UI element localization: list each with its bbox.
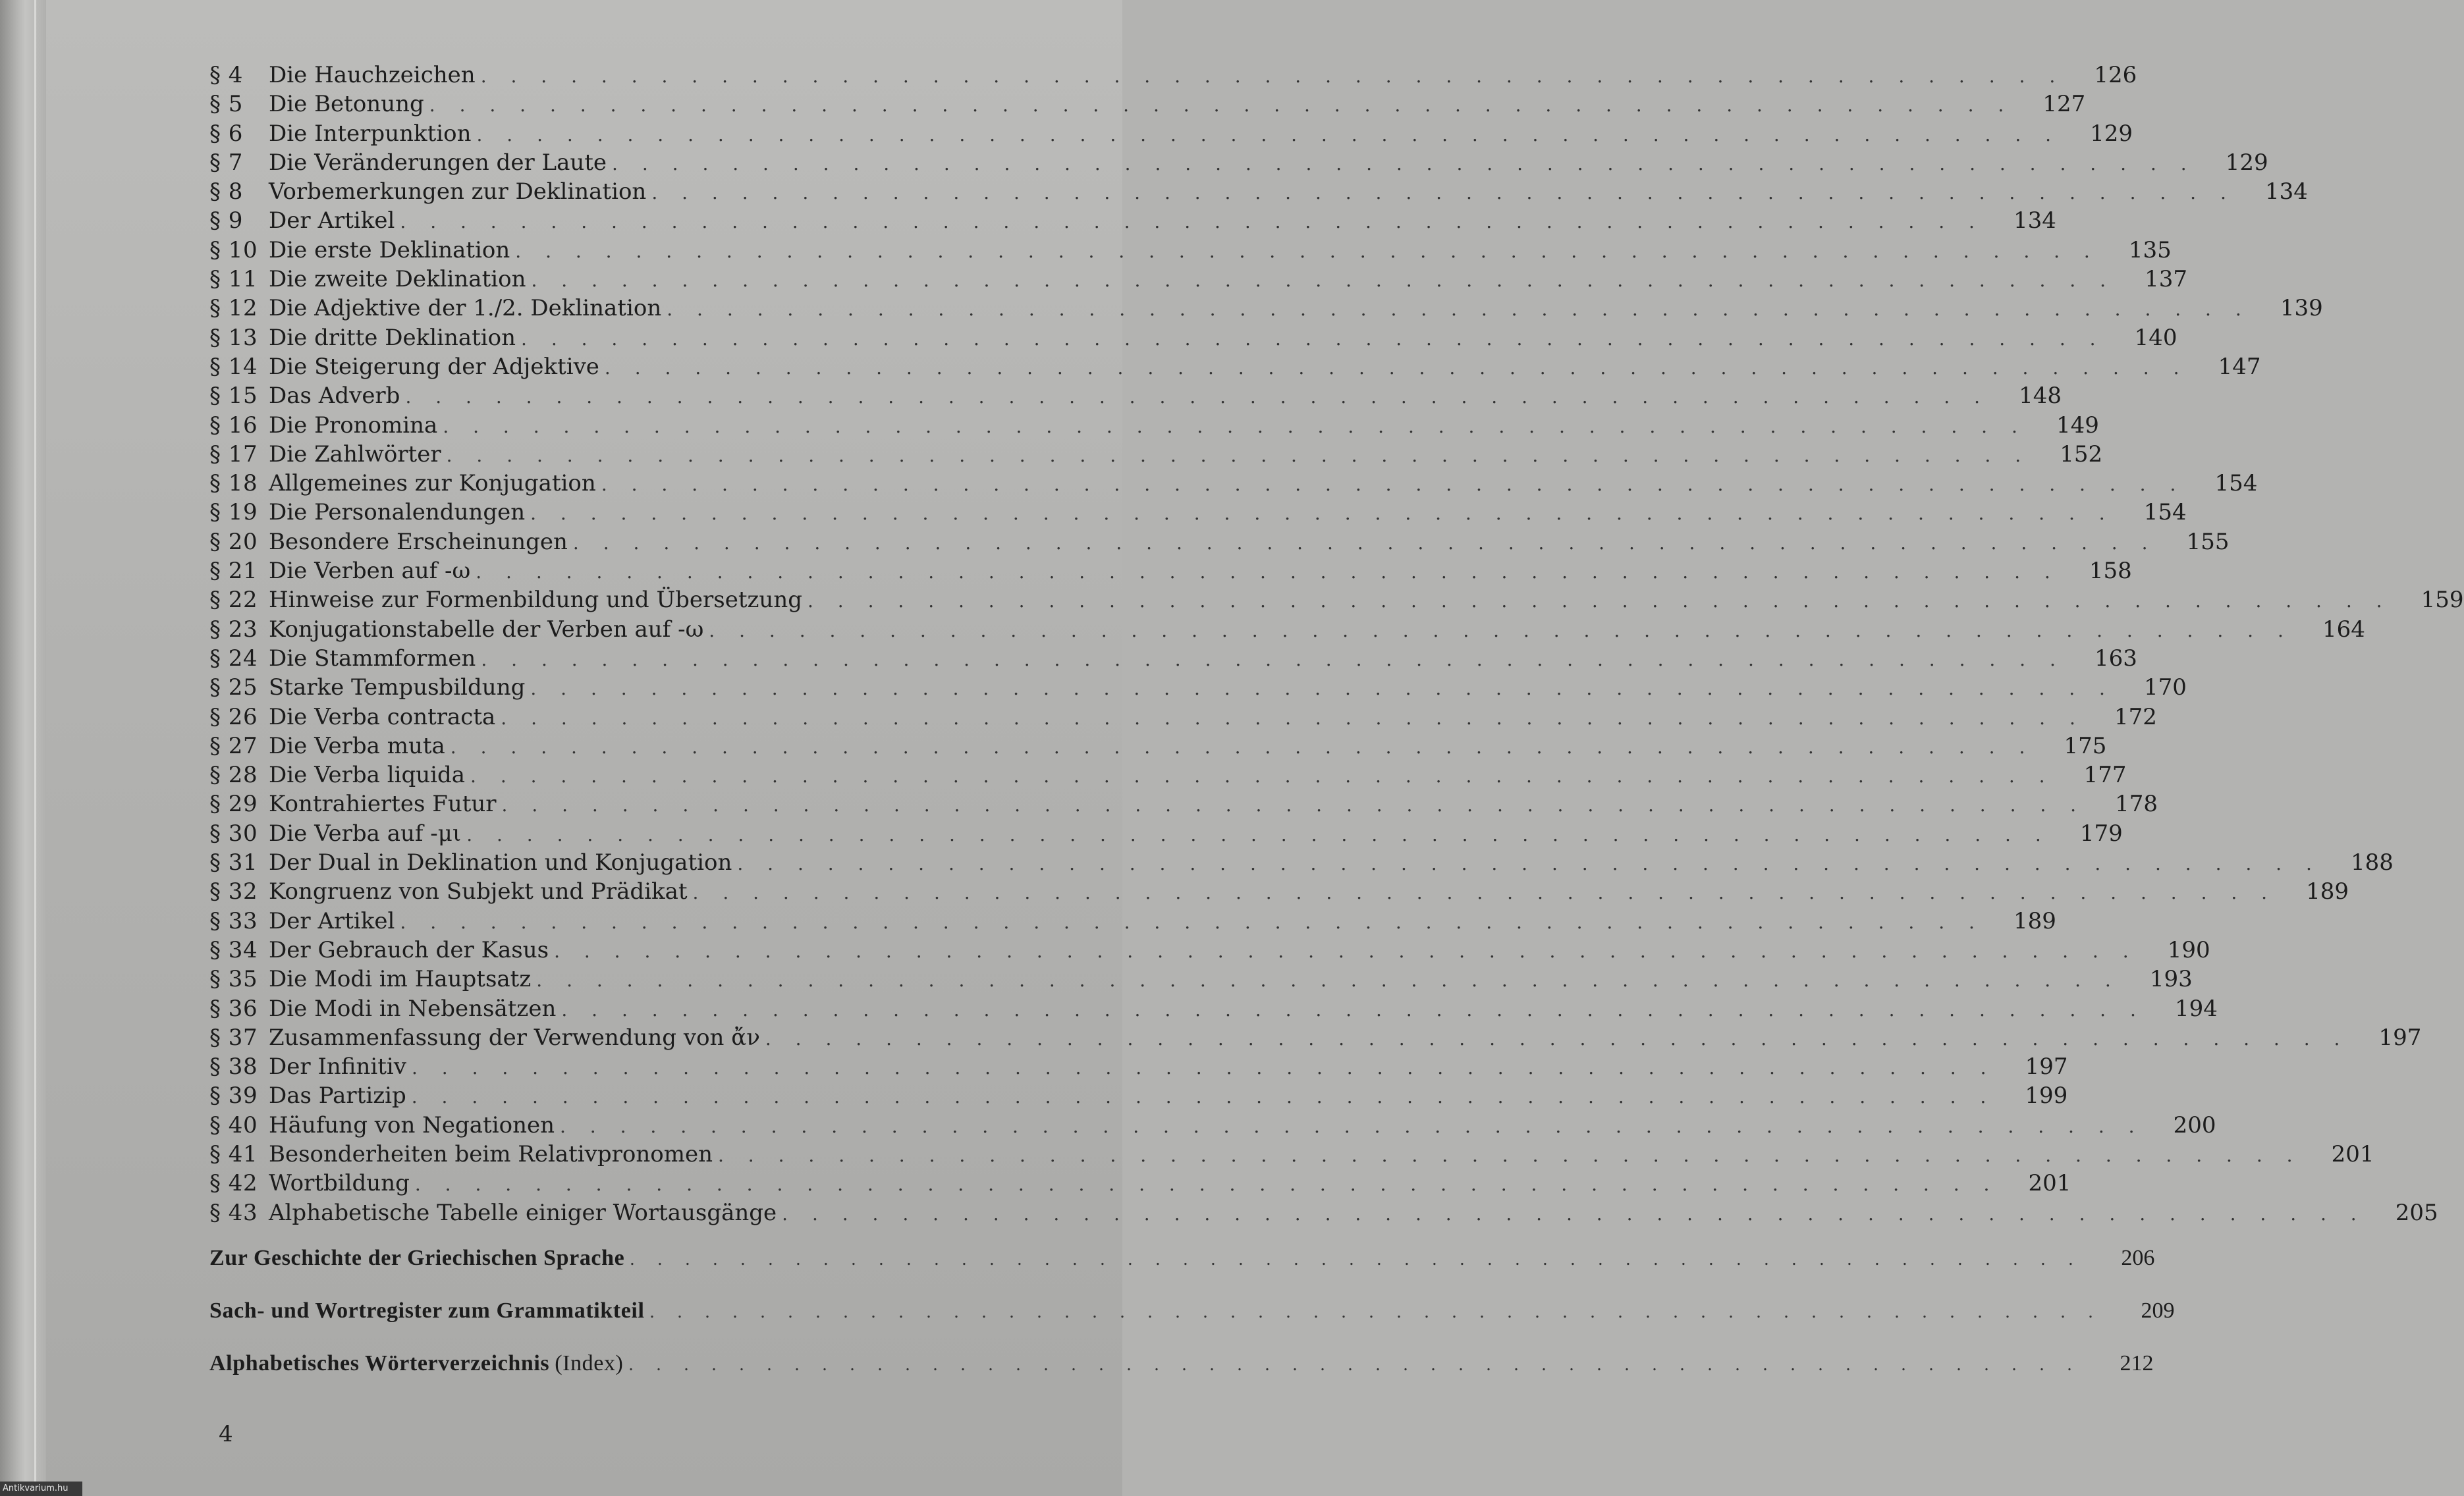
section-number: § 42 [209, 1170, 258, 1197]
section-page: 164 [2322, 616, 2365, 643]
section-number: § 28 [209, 762, 258, 789]
toc-row [209, 177, 2308, 206]
dot-leader: . . . . . . . . . . . . . . . . . . . . . . . . . . . . . . . . . . . . . . . . . . . . . . . . . . . . . [481, 648, 2065, 670]
section-number: § 26 [209, 703, 258, 730]
dot-leader: . . . . . . . . . . . . . . . . . . . . . . . . . . . . . . . . . . . . . . . . . . . . . . . . . . . . . [446, 444, 2031, 466]
section-number: § 23 [209, 616, 258, 643]
dot-leader: . . . . . . . . . . . . . . . . . . . . . . . . . . . . . . . . . . . . . . . . . . . . . . . . . . . . . [501, 707, 2085, 729]
section-title: Der Dual in Deklination und Konjugation [269, 849, 732, 876]
toc-row [209, 615, 2365, 644]
dot-leader: . . . . . . . . . . . . . . . . . . . . . . . . . . . . . . . . . . . . . . . . . . . . . . . . . . . . . [559, 1115, 2144, 1137]
toc-row [209, 1052, 2068, 1081]
dot-leader: . . . . . . . . . . . . . . . . . . . . . . . . . . . . . . . . . . . . . . . . . . . . . . . . . . . . . [501, 794, 2086, 816]
watermark: Antikvarium.hu [0, 1482, 82, 1496]
section-page: 134 [2013, 207, 2056, 234]
section-title: Besondere Erscheinungen [269, 528, 568, 555]
section-title: Der Artikel [269, 907, 395, 934]
dot-leader: . . . . . . . . . . . . . . . . . . . . . . . . . . . . . . . . . . . . . . . . . . . . . . . . . . . . . [515, 240, 2099, 262]
section-page: 147 [2218, 353, 2261, 380]
section-title: Der Gebrauch der Kasus [269, 936, 549, 963]
dot-leader: . . . . . . . . . . . . . . . . . . . . . . . . . . . . . . . . . . . . . . . . . . . . . . . . . . . . . [808, 590, 2392, 612]
section-title: Die Verba contracta [269, 703, 496, 730]
dot-leader: . . . . . . . . . . . . . . . . . . . . . . . . . . . . . . . . . . . . . . . . . . . . . . . . . . . . . [521, 327, 2105, 350]
section-number: § 6 [209, 120, 243, 147]
section-title: Die Pronomina [269, 412, 438, 439]
dot-leader: . . . . . . . . . . . . . . . . . . . . . . . . . . . . . . . . . . . . . . . . . . . . . . . . . . . . . [717, 1144, 2302, 1166]
section-page: 134 [2264, 178, 2308, 205]
section-page: 197 [2025, 1054, 2068, 1081]
page-number: 4 [219, 1421, 233, 1447]
section-number: § 13 [209, 324, 258, 351]
section-page: 189 [2013, 907, 2056, 934]
toc-row [209, 411, 2099, 440]
section-number: § 15 [209, 383, 258, 410]
section-title: Das Partizip [269, 1082, 406, 1109]
section-page: 175 [2064, 732, 2107, 759]
toc-row [209, 498, 2187, 527]
toc-row [209, 936, 2210, 965]
toc-row [209, 61, 2137, 90]
toc-row [209, 819, 2123, 848]
section-page: 129 [2225, 149, 2268, 176]
section-number: § 27 [209, 732, 258, 759]
section-title: Die Hauchzeichen [269, 62, 476, 88]
toc-row [209, 965, 2193, 994]
dot-leader: . . . . . . . . . . . . . . . . . . . . . . . . . . . . . . . . . . . . . . . . . . . . . . . . . . . . . [443, 415, 2027, 437]
section-title: Hinweise zur Formenbildung und Übersetzung [269, 587, 802, 614]
dot-leader: . . . . . . . . . . . . . . . . . . . . . . . . . . . . . . . . . . . . . . . . . . . . . . . . . . . . . [400, 211, 1984, 233]
toc-major-row [209, 1347, 2154, 1380]
toc-row [209, 1169, 2071, 1198]
section-page: 205 [2395, 1199, 2438, 1226]
dot-leader: . . . . . . . . . . . . . . . . . . . . . . . . . . . . . . . . . . . . . . . . . . . . . . . . . . . . . [601, 473, 2185, 496]
major-page: 206 [2121, 1245, 2155, 1270]
section-page: 200 [2173, 1111, 2216, 1138]
section-page: 129 [2090, 120, 2133, 147]
section-title: Die Adjektive der 1./2. Deklination [269, 295, 662, 322]
section-page: 139 [2280, 295, 2323, 322]
dot-leader: . . . . . . . . . . . . . . . . . . . . . . . . . . . . . . . . . . . . . . . . . . . . . . . . . . . . . [709, 619, 2293, 641]
section-title: Die Verba liquida [269, 762, 466, 789]
section-number: § 36 [209, 995, 258, 1022]
toc-row [209, 323, 2177, 352]
toc-row [209, 1111, 2216, 1140]
dot-leader: . . . . . . . . . . . . . . . . . . . . . . . . . . . . . . . . . . . . . . . . . . . . . . . . . . . . . [667, 298, 2251, 321]
section-page: 201 [2331, 1140, 2374, 1167]
dot-leader: . . . . . . . . . . . . . . . . . . . . . . . . . . . . . . . . . . . . . . . . . . . . . . . . . . . . . [476, 561, 2060, 583]
section-number: § 10 [209, 236, 258, 263]
toc-row [209, 761, 2127, 789]
dot-leader: . . . . . . . . . . . . . . . . . . . . . . . . . . . . . . . . . . . . . . . . . . . . . . . . . . . . . [405, 386, 1989, 408]
section-page: 163 [2094, 645, 2137, 672]
section-title: Der Infinitiv [269, 1054, 406, 1081]
major-title: Sach- und Wortregister zum Grammatikteil [209, 1298, 645, 1323]
section-number: § 11 [209, 266, 258, 293]
toc-row [209, 119, 2133, 148]
section-page: 178 [2115, 791, 2158, 818]
section-page: 172 [2114, 703, 2157, 730]
section-number: § 18 [209, 470, 258, 497]
section-number: § 22 [209, 587, 258, 614]
table-of-contents [209, 61, 2464, 1380]
section-title: Kongruenz von Subjekt und Prädikat [269, 878, 688, 905]
toc-row [209, 907, 2056, 936]
dot-leader: . . . . . . . . . . . . . . . . . . . . . . . . . . . . . . . . . . . . . . . . . . . . . . . . . . . . . [466, 823, 2050, 845]
section-number: § 4 [209, 62, 243, 88]
section-title: Die dritte Deklination [269, 324, 516, 351]
toc-row [209, 1081, 2068, 1110]
section-title: Kontrahiertes Futur [269, 791, 497, 818]
section-page: 201 [2028, 1170, 2071, 1197]
section-title: Wortbildung [269, 1170, 410, 1197]
section-title: Die Zahlwörter [269, 441, 441, 468]
dot-leader: . . . . . . . . . . . . . . . . . . . . . . . . . . . . . . . . . . . . . . . . . . . . . . . . . . . . . [572, 531, 2157, 554]
section-title: Besonderheiten beim Relativpronomen [269, 1140, 713, 1167]
section-page: 140 [2134, 324, 2177, 351]
section-page: 149 [2056, 412, 2099, 439]
section-title: Die Modi in Nebensätzen [269, 995, 557, 1022]
section-title: Die Veränderungen der Laute [269, 149, 607, 176]
section-number: § 43 [209, 1199, 258, 1226]
section-page: 154 [2143, 499, 2187, 526]
section-page: 170 [2144, 674, 2187, 701]
toc-row [209, 556, 2132, 585]
book-spine [0, 0, 46, 1496]
toc-row [209, 527, 2230, 556]
section-page: 199 [2025, 1082, 2068, 1109]
section-title: Der Artikel [269, 207, 395, 234]
section-page: 137 [2145, 266, 2188, 293]
dot-leader: . . . . . . . . . . . . . . . . . . . . . . . . . . . . . . . . . . . . . . . . . . . . . . . . . . . . . [429, 94, 2013, 117]
section-number: § 25 [209, 674, 258, 701]
dot-leader: . . . . . . . . . . . . . . . . . . . . . . . . . . . . . . . . . . . . . . . . . . . . . . . . . . . . . [400, 911, 1984, 933]
section-number: § 37 [209, 1024, 258, 1051]
section-number: § 39 [209, 1082, 258, 1109]
toc-row [209, 732, 2107, 761]
section-title: Die Verben auf -ω [269, 558, 471, 585]
dot-leader: . . . . . . . . . . . . . . . . . . . . . . . . . . . . . . . . . . . . . . . . . . . . . . . . . . . . . [414, 1173, 1999, 1196]
section-page: 197 [2378, 1024, 2422, 1051]
major-page: 209 [2141, 1298, 2175, 1323]
section-title: Die Interpunktion [269, 120, 472, 147]
dot-leader: . . . . . . . . . . . . . . . . . . . . . . . . . . . . . . . . . . . . . . . . . . . . . . . . . . . . . [651, 182, 2235, 204]
section-number: § 32 [209, 878, 258, 905]
section-number: § 29 [209, 791, 258, 818]
dot-leader: . . . . . . . . . . . . . . . . . . . . . . . . . . . . . . . . . . . . . . . . . . . . . . . . . . . . . [737, 853, 2321, 875]
toc-row [209, 703, 2157, 732]
section-number: § 14 [209, 353, 258, 380]
section-title: Die Verba auf -μι [269, 820, 462, 847]
toc-major-row [209, 1242, 2155, 1275]
major-title: Zur Geschichte der Griechischen Sprache [209, 1245, 625, 1270]
dot-leader: . . . . . . . . . . . . . . . . . . . . . . . . . . . . . . . . . . . . . . . . . . . . . . . . . . . . . [530, 502, 2114, 525]
dot-leader: . . . . . . . . . . . . . . . . . . . . . . . . . . . . . . . . . . . . . . . . . . . . . . . . . . . . . [630, 1248, 2083, 1269]
toc-row [209, 877, 2349, 906]
section-page: 126 [2094, 62, 2137, 88]
section-title: Die Verba muta [269, 732, 445, 759]
section-title: Die erste Deklination [269, 236, 510, 263]
section-number: § 31 [209, 849, 258, 876]
section-page: 152 [2060, 441, 2103, 468]
section-title: Häufung von Negationen [269, 1111, 555, 1138]
toc-row [209, 381, 2062, 410]
section-page: 193 [2149, 966, 2193, 993]
dot-leader: . . . . . . . . . . . . . . . . . . . . . . . . . . . . . . . . . . . . . . . . . . . . . . . . . . . . . [692, 882, 2277, 904]
toc-row [209, 1140, 2374, 1169]
section-page: 189 [2306, 878, 2349, 905]
section-number: § 8 [209, 178, 243, 205]
dot-leader: . . . . . . . . . . . . . . . . . . . . . . . . . . . . . . . . . . . . . . . . . . . . . . . . . . . . . [530, 678, 2114, 700]
section-title: Das Adverb [269, 383, 400, 410]
section-number: § 33 [209, 907, 258, 934]
section-page: 177 [2083, 762, 2127, 789]
toc-row [209, 352, 2261, 381]
section-number: § 34 [209, 936, 258, 963]
toc-row [209, 994, 2218, 1023]
toc-row [209, 440, 2103, 469]
section-page: 179 [2079, 820, 2123, 847]
toc-row [209, 1023, 2422, 1052]
section-page: 135 [2128, 236, 2172, 263]
section-title: Vorbemerkungen zur Deklination [269, 178, 647, 205]
section-number: § 40 [209, 1111, 258, 1138]
section-page: 194 [2174, 995, 2218, 1022]
toc-row [209, 789, 2158, 818]
section-number: § 20 [209, 528, 258, 555]
toc-row [209, 90, 2086, 119]
section-page: 159 [2421, 587, 2464, 614]
section-title: Allgemeines zur Konjugation [269, 470, 596, 497]
section-title: Die Personalendungen [269, 499, 526, 526]
section-number: § 16 [209, 412, 258, 439]
section-number: § 9 [209, 207, 243, 234]
dot-leader: . . . . . . . . . . . . . . . . . . . . . . . . . . . . . . . . . . . . . . . . . . . . . . . . . . . . . [604, 356, 2189, 379]
dot-leader: . . . . . . . . . . . . . . . . . . . . . . . . . . . . . . . . . . . . . . . . . . . . . . . . . . . . . [554, 940, 2138, 962]
section-title: Die Stammformen [269, 645, 476, 672]
section-title: Die Modi im Hauptsatz [269, 966, 532, 993]
toc-major-row [209, 1295, 2175, 1327]
dot-leader: . . . . . . . . . . . . . . . . . . . . . . . . . . . . . . . . . . . . . . . . . . . . . . . . . . . . . [411, 1057, 1996, 1079]
dot-leader: . . . . . . . . . . . . . . . . . . . . . . . . . . . . . . . . . . . . . . . . . . . . . . . . . . . . . [628, 1354, 2081, 1375]
dot-leader: . . . . . . . . . . . . . . . . . . . . . . . . . . . . . . . . . . . . . . . . . . . . . . . . . . . . . [411, 1086, 1996, 1108]
dot-leader: . . . . . . . . . . . . . . . . . . . . . . . . . . . . . . . . . . . . . . . . . . . . . . . . . . . . . [476, 123, 2061, 146]
toc-row [209, 294, 2323, 323]
toc-row [209, 469, 2258, 498]
toc-row [209, 148, 2268, 177]
section-page: 148 [2019, 383, 2062, 410]
dot-leader: . . . . . . . . . . . . . . . . . . . . . . . . . . . . . . . . . . . . . . . . . . . . . . . . . . . . . [536, 969, 2120, 992]
section-number: § 5 [209, 91, 243, 118]
toc-row [209, 1198, 2438, 1227]
section-number: § 38 [209, 1054, 258, 1081]
toc-row [209, 236, 2172, 265]
major-title-suffix: (Index) [555, 1350, 624, 1376]
section-title: Die Betonung [269, 91, 424, 118]
section-number: § 7 [209, 149, 243, 176]
toc-row [209, 673, 2187, 702]
dot-leader: . . . . . . . . . . . . . . . . . . . . . . . . . . . . . . . . . . . . . . . . . . . . . . . . . . . . . [531, 269, 2116, 292]
major-page: 212 [2120, 1350, 2154, 1376]
dot-leader: . . . . . . . . . . . . . . . . . . . . . . . . . . . . . . . . . . . . . . . . . . . . . . . . . . . . . [450, 735, 2035, 758]
dot-leader: . . . . . . . . . . . . . . . . . . . . . . . . . . . . . . . . . . . . . . . . . . . . . . . . . . . . . [480, 65, 2065, 87]
section-page: 155 [2186, 528, 2230, 555]
section-number: § 12 [209, 295, 258, 322]
dot-leader: . . . . . . . . . . . . . . . . . . . . . . . . . . . . . . . . . . . . . . . . . . . . . . . . . . . . . [782, 1202, 2366, 1225]
section-title: Starke Tempusbildung [269, 674, 526, 701]
section-number: § 17 [209, 441, 258, 468]
section-page: 158 [2089, 558, 2132, 585]
toc-row [209, 848, 2394, 877]
section-page: 127 [2042, 91, 2086, 118]
spine-edge [34, 0, 36, 1496]
section-page: 188 [2350, 849, 2394, 876]
section-page: 154 [2214, 470, 2258, 497]
section-title: Die Steigerung der Adjektive [269, 353, 599, 380]
dot-leader: . . . . . . . . . . . . . . . . . . . . . . . . . . . . . . . . . . . . . . . . . . . . . . . . . . . . . [765, 1027, 2349, 1050]
toc-major-entries [209, 1242, 2175, 1380]
dot-leader: . . . . . . . . . . . . . . . . . . . . . . . . . . . . . . . . . . . . . . . . . . . . . . . . . . . . . [649, 1301, 2102, 1322]
dot-leader: . . . . . . . . . . . . . . . . . . . . . . . . . . . . . . . . . . . . . . . . . . . . . . . . . . . . . [470, 765, 2054, 788]
section-number: § 21 [209, 558, 258, 585]
section-number: § 35 [209, 966, 258, 993]
section-title: Alphabetische Tabelle einiger Wortausgänge [269, 1199, 777, 1226]
toc-row [209, 206, 2056, 235]
toc-entries [209, 61, 2464, 1227]
major-title: Alphabetisches Wörterverzeichnis [209, 1350, 550, 1376]
section-title: Die zweite Deklination [269, 266, 526, 293]
section-page: 190 [2167, 936, 2210, 963]
toc-row [209, 644, 2137, 673]
section-number: § 19 [209, 499, 258, 526]
toc-row [209, 585, 2464, 614]
section-title: Zusammenfassung der Verwendung von ἄν [269, 1024, 760, 1051]
section-number: § 30 [209, 820, 258, 847]
section-number: § 24 [209, 645, 258, 672]
dot-leader: . . . . . . . . . . . . . . . . . . . . . . . . . . . . . . . . . . . . . . . . . . . . . . . . . . . . . [561, 998, 2145, 1021]
dot-leader: . . . . . . . . . . . . . . . . . . . . . . . . . . . . . . . . . . . . . . . . . . . . . . . . . . . . . [612, 152, 2196, 174]
toc-row [209, 265, 2188, 294]
section-title: Konjugationstabelle der Verben auf -ω [269, 616, 704, 643]
section-number: § 41 [209, 1140, 258, 1167]
